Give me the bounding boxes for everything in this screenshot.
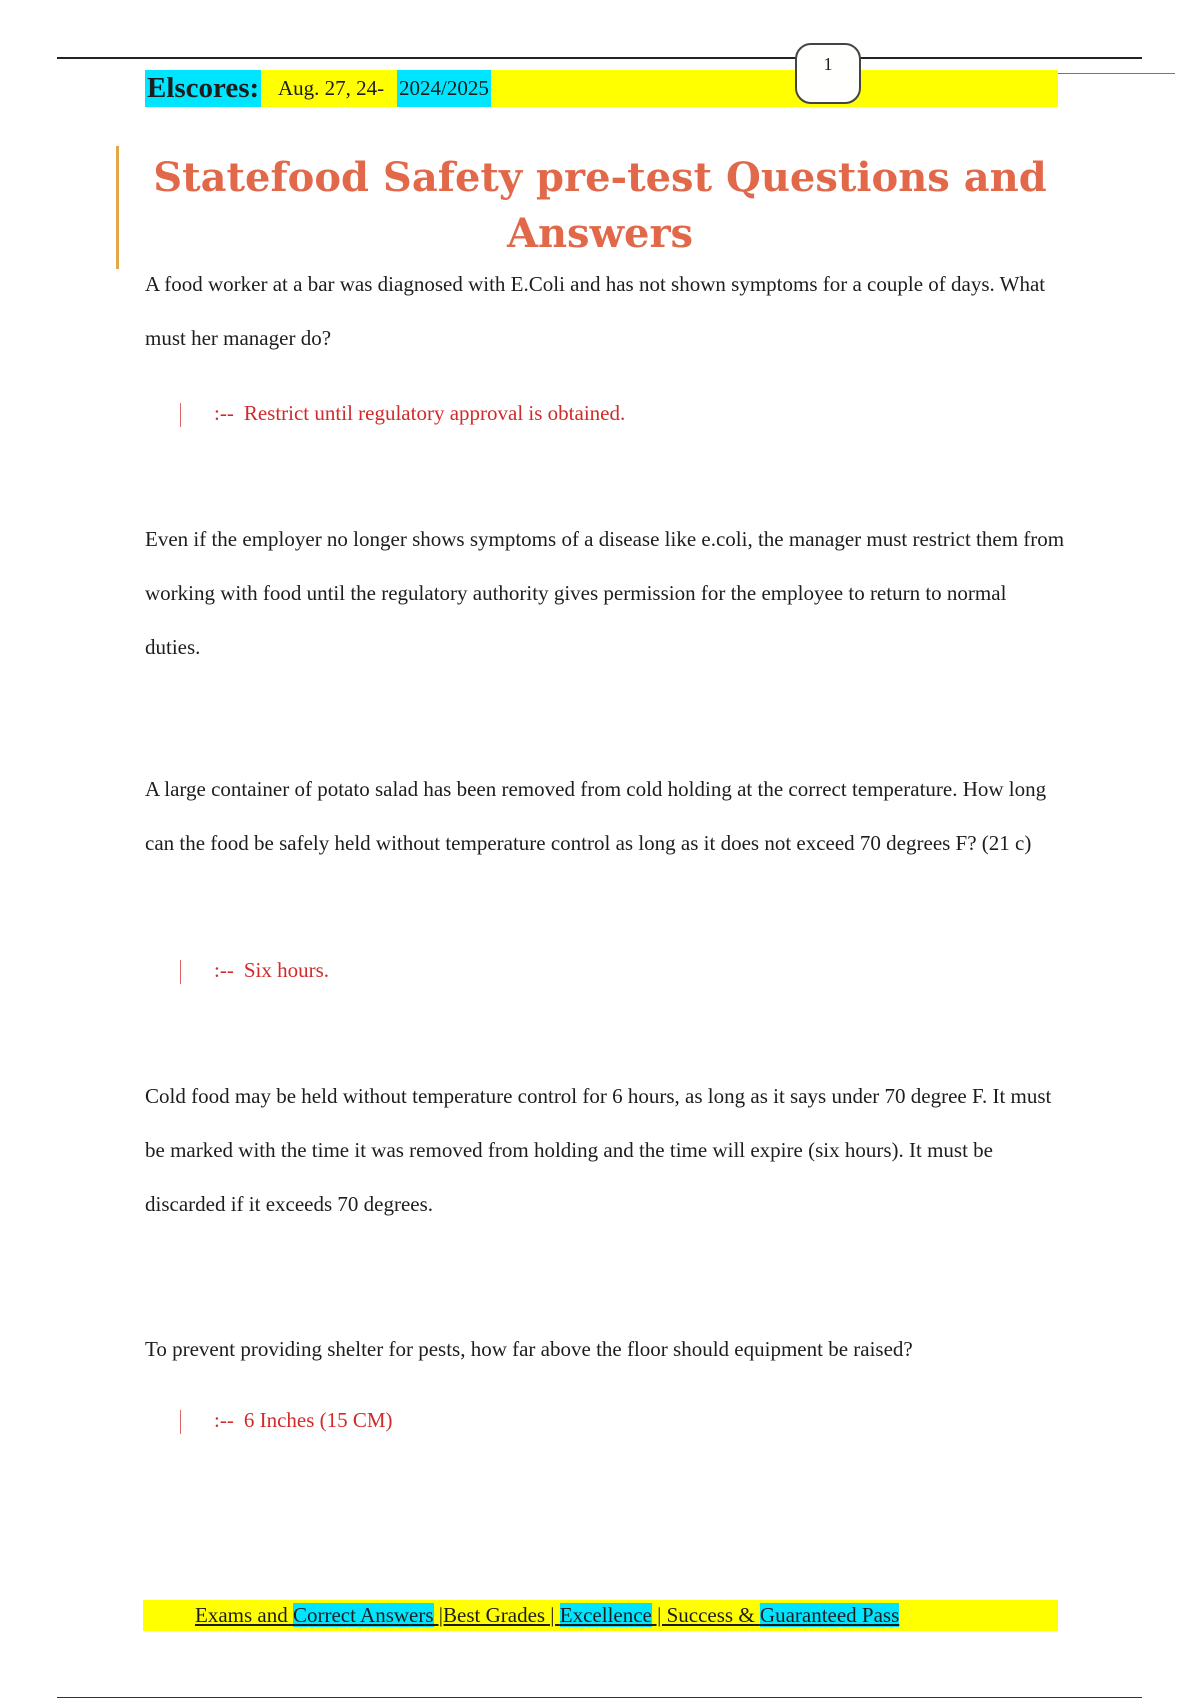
- explanation-1: Even if the employer no longer shows symptoms of a disease like e.coli, the manager must restrict them from working with food until the regulatory authority gives permission for the employee to return to normal duties.: [145, 527, 1065, 659]
- question-3: To prevent providing shelter for pests, how far above the floor should equipment be raised?: [145, 1337, 913, 1361]
- title-accent-bar: [116, 146, 119, 269]
- answer-prefix: :--: [214, 958, 234, 982]
- question-2: A large container of potato salad has been removed from cold holding at the correct temperature. How long can the food be safely held without temperature control as long as it does not exceed 70 degrees F? (21 c): [145, 777, 1047, 855]
- footer-link-excellence[interactable]: Excellence: [559, 1603, 652, 1627]
- answer-text: Restrict until regulatory approval is obtained.: [243, 401, 626, 425]
- footer-link-success[interactable]: | Success &: [651, 1603, 760, 1627]
- page-title: Statefood Safety pre-test Questions and Answers: [153, 154, 1047, 257]
- footer-link-best-grades[interactable]: |Best Grades |: [433, 1603, 560, 1627]
- answer-marker: [180, 960, 181, 984]
- answer-marker: [180, 403, 181, 427]
- answer-prefix: :--: [214, 401, 234, 425]
- footer-banner: [143, 1600, 1058, 1631]
- top-rule: [57, 57, 1142, 59]
- question-1: A food worker at a bar was diagnosed with E.Coli and has not shown symptoms for a couple of days. What must her manager do?: [145, 272, 1046, 350]
- footer-link-guaranteed-pass[interactable]: Guaranteed Pass: [759, 1603, 900, 1627]
- header-banner: [145, 70, 1058, 107]
- answer-3: [180, 1405, 393, 1435]
- year-label: 2024/2025: [397, 70, 491, 107]
- answer-2: [180, 955, 329, 985]
- answer-marker: [180, 1410, 181, 1434]
- date-label: Aug. 27, 24-: [278, 76, 385, 100]
- answer-prefix: :--: [214, 1408, 234, 1432]
- brand-label: Elscores:: [145, 70, 261, 107]
- answer-1: [180, 398, 625, 428]
- page-number: 1: [795, 43, 861, 104]
- explanation-2: Cold food may be held without temperature control for 6 hours, as long as it says under 70 degree F. It must be marked with the time it was removed from holding and the time will expire (six hours). It must be discarded if it exceeds 70 degrees.: [145, 1084, 1052, 1216]
- footer-link-correct-answers[interactable]: Correct Answers: [292, 1603, 434, 1627]
- footer-link-exams[interactable]: Exams and: [195, 1603, 293, 1627]
- answer-text: 6 Inches (15 CM): [243, 1408, 393, 1432]
- answer-text: Six hours.: [243, 958, 330, 982]
- bottom-rule: [57, 1697, 1142, 1698]
